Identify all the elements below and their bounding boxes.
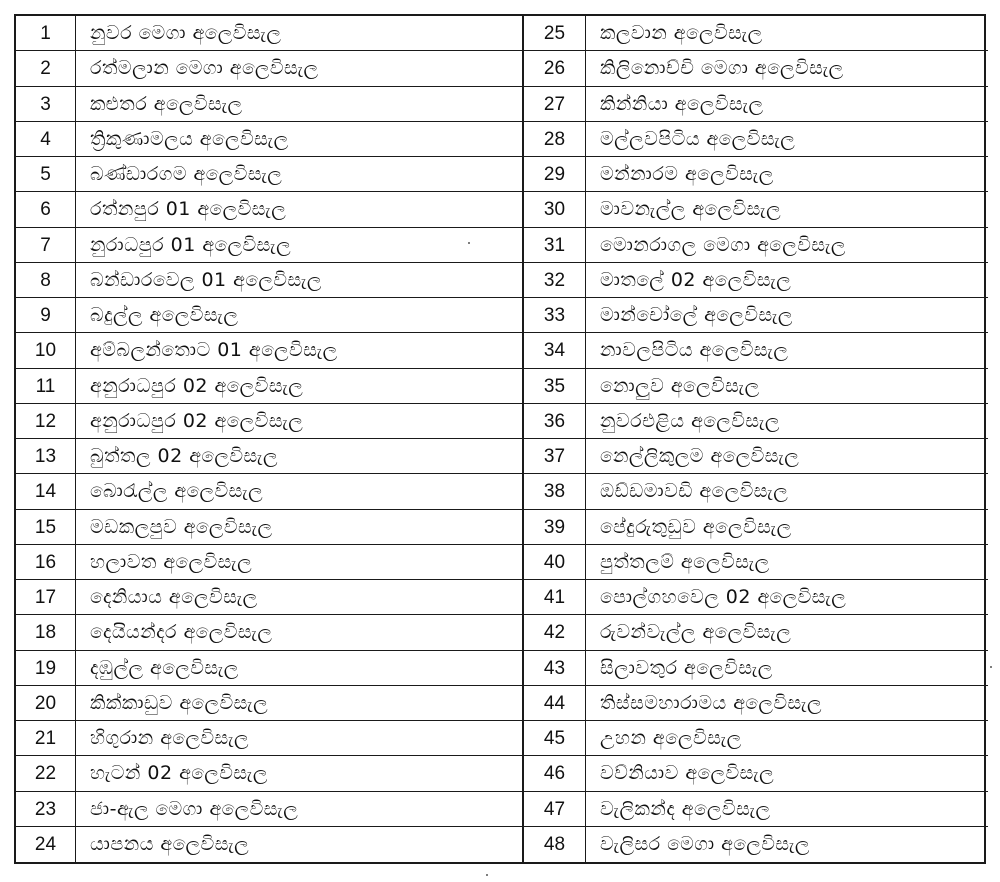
row-number: 42 [524, 615, 586, 649]
table-row [16, 651, 522, 686]
table-row [16, 87, 522, 122]
row-number: 1 [16, 16, 76, 50]
outlet-name: බුත්තල 02 අලෙවිසැල [90, 445, 278, 468]
table-left-half [16, 16, 522, 862]
table-row [16, 792, 522, 827]
row-number: 48 [524, 827, 586, 862]
outlet-name: දෙයියන්දර අලෙවිසැල [90, 621, 273, 644]
row-number: 3 [16, 87, 76, 121]
row-number: 40 [524, 545, 586, 579]
outlet-name: ජා-ඇල මෙගා අලෙවිසැල [90, 797, 299, 820]
outlet-name: නුවර මෙගා අලෙවිසැල [90, 22, 282, 45]
outlet-name: ත්‍රිකුණාමලය අලෙවිසැල [90, 127, 289, 150]
table-row [16, 263, 522, 298]
outlet-name: දඹුල්ල අලෙවිසැල [90, 656, 239, 679]
row-number: 27 [524, 87, 586, 121]
outlet-name: නොලුව අලෙවිසැල [600, 374, 760, 397]
row-number: 26 [524, 51, 586, 85]
table-row [524, 369, 988, 404]
outlet-name: මඩකලපුව අලෙවිසැල [90, 515, 273, 538]
table-row [524, 228, 988, 263]
outlet-name: බදුල්ල අලෙවිසැල [90, 304, 239, 327]
row-number: 18 [16, 615, 76, 649]
outlet-name: පොල්ගහවෙල 02 අලෙවිසැල [600, 586, 847, 609]
table-row [524, 756, 988, 791]
outlet-name: බන්ඩාරවෙල 01 අලෙවිසැල [90, 268, 322, 291]
row-number: 14 [16, 474, 76, 508]
table-row [524, 651, 988, 686]
table-row [16, 16, 522, 51]
row-number: 11 [16, 369, 76, 403]
table-row [16, 439, 522, 474]
table-row [524, 51, 988, 86]
table-row [16, 686, 522, 721]
outlet-name: උහන අලෙවිසැල [600, 727, 742, 750]
outlet-name: හැටන් 02 අලෙවිසැල [90, 762, 268, 785]
table-row [16, 122, 522, 157]
outlet-name: කික්කාඩුව අලෙවිසැල [90, 691, 269, 714]
outlet-name: පේදුරුතුඩුව අලෙවිසැල [600, 515, 792, 538]
table-row [524, 16, 988, 51]
outlet-name: ඔඩ්ඩමාවඩි අලෙවිසැල [600, 480, 789, 503]
table-row [524, 580, 988, 615]
table-row [16, 510, 522, 545]
table-row [16, 827, 522, 862]
row-number: 2 [16, 51, 76, 85]
row-number: 30 [524, 192, 586, 226]
row-number: 23 [16, 792, 76, 826]
table-row [16, 580, 522, 615]
outlet-name: අනුරාධපුර 02 අලෙවිසැල [90, 374, 304, 397]
table-row [524, 615, 988, 650]
outlet-name: මාතලේ 02 අලෙවිසැල [600, 268, 792, 291]
outlet-name: මන්නාරම අලෙවිසැල [600, 163, 774, 186]
outlet-name: හිගුරාන අලෙවිසැල [90, 727, 249, 750]
scan-speck [468, 242, 470, 244]
row-number: 8 [16, 263, 76, 297]
row-number: 35 [524, 369, 586, 403]
table-row [524, 298, 988, 333]
outlet-name: වැලිසර මෙගා අලෙවිසැල [600, 833, 810, 856]
table-right-half [522, 16, 988, 862]
row-number: 38 [524, 474, 586, 508]
row-number: 20 [16, 686, 76, 720]
table-row [524, 404, 988, 439]
outlet-list-table [14, 14, 986, 864]
outlet-name: මොනරාගල මෙගා අලෙවිසැල [600, 233, 846, 256]
row-number: 5 [16, 157, 76, 191]
row-number: 33 [524, 298, 586, 332]
outlet-name: අනුරාධපුර 02 අලෙවිසැල [90, 409, 304, 432]
table-row [16, 192, 522, 227]
outlet-name: නුරාධපුර 01 අලෙවිසැල [90, 233, 292, 256]
row-number: 9 [16, 298, 76, 332]
outlet-name: වව්නියාව අලෙවිසැල [600, 762, 775, 785]
table-row [524, 87, 988, 122]
outlet-name: කිලිනොච්චි මෙගා අලෙවිසැල [600, 57, 844, 80]
outlet-name: බණ්ඩාරගම අලෙවිසැල [90, 163, 283, 186]
outlet-name: බොරැල්ල අලෙවිසැල [90, 480, 264, 503]
row-number: 34 [524, 333, 586, 367]
outlet-name: නෙල්ලිකුලම අලෙවිසැල [600, 445, 800, 468]
table-row [16, 615, 522, 650]
outlet-name: තිස්සමහාරාමය අලෙවිසැල [600, 691, 822, 714]
outlet-name: මාන්චෝලේ අලෙවිසැල [600, 304, 793, 327]
table-row [524, 192, 988, 227]
outlet-name: යාපනය අලෙවිසැල [90, 833, 250, 856]
table-row [524, 545, 988, 580]
row-number: 13 [16, 439, 76, 473]
outlet-name: සිලාවතුර අලෙවිසැල [600, 656, 773, 679]
row-number: 46 [524, 756, 586, 790]
row-number: 37 [524, 439, 586, 473]
table-row [16, 545, 522, 580]
outlet-name: හලාවත අලෙවිසැල [90, 550, 253, 573]
outlet-name: රුවන්වැල්ල අලෙවිසැල [600, 621, 792, 644]
row-number: 7 [16, 228, 76, 262]
outlet-name: මාවනැල්ල අලෙවිසැල [600, 198, 782, 221]
row-number: 12 [16, 404, 76, 438]
table-row [524, 157, 988, 192]
row-number: 41 [524, 580, 586, 614]
table-row [524, 263, 988, 298]
row-number: 36 [524, 404, 586, 438]
table-row [16, 369, 522, 404]
table-row [16, 298, 522, 333]
table-row [524, 827, 988, 862]
table-row [16, 721, 522, 756]
row-number: 29 [524, 157, 586, 191]
outlet-name: නාවලපිටිය අලෙවිසැල [600, 339, 789, 362]
table-row [16, 756, 522, 791]
row-number: 22 [16, 756, 76, 790]
scan-speck [486, 874, 488, 876]
outlet-name: කින්නියා අලෙවිසැල [600, 92, 764, 115]
row-number: 43 [524, 651, 586, 685]
outlet-name: වැලිකන්ද අලෙවිසැල [600, 797, 771, 820]
row-number: 19 [16, 651, 76, 685]
row-number: 4 [16, 122, 76, 156]
row-number: 39 [524, 510, 586, 544]
outlet-name: මල්ලවපිටිය අලෙවිසැල [600, 127, 796, 150]
outlet-name: කලවාන අලෙවිසැල [600, 22, 763, 45]
row-number: 6 [16, 192, 76, 226]
row-number: 21 [16, 721, 76, 755]
outlet-name: දෙනියාය අලෙවිසැල [90, 586, 258, 609]
table-row [524, 721, 988, 756]
row-number: 28 [524, 122, 586, 156]
table-row [524, 686, 988, 721]
row-number: 32 [524, 263, 586, 297]
row-number: 45 [524, 721, 586, 755]
table-row [524, 474, 988, 509]
outlet-name: පුත්තලම් අලෙවිසැල [600, 550, 770, 573]
outlet-name: රත්මලාන මෙගා අලෙවිසැල [90, 57, 319, 80]
scan-speck [990, 666, 992, 668]
outlet-name: නුවරඑළිය අලෙවිසැල [600, 409, 780, 432]
row-number: 15 [16, 510, 76, 544]
table-row [524, 510, 988, 545]
table-row [16, 228, 522, 263]
table-row [16, 474, 522, 509]
row-number: 47 [524, 792, 586, 826]
outlet-name: රත්නපුර 01 අලෙවිසැල [90, 198, 287, 221]
table-row [16, 157, 522, 192]
row-number: 24 [16, 827, 76, 862]
table-row [524, 122, 988, 157]
row-number: 17 [16, 580, 76, 614]
row-number: 10 [16, 333, 76, 367]
row-number: 31 [524, 228, 586, 262]
row-number: 25 [524, 16, 586, 50]
table-row [524, 333, 988, 368]
table-row [524, 439, 988, 474]
outlet-name: කළුතර අලෙවිසැල [90, 92, 243, 115]
outlet-name: අම්බලන්තොට 01 අලෙවිසැල [90, 339, 338, 362]
table-row [16, 333, 522, 368]
row-number: 16 [16, 545, 76, 579]
table-row [16, 51, 522, 86]
row-number: 44 [524, 686, 586, 720]
table-row [16, 404, 522, 439]
table-row [524, 792, 988, 827]
